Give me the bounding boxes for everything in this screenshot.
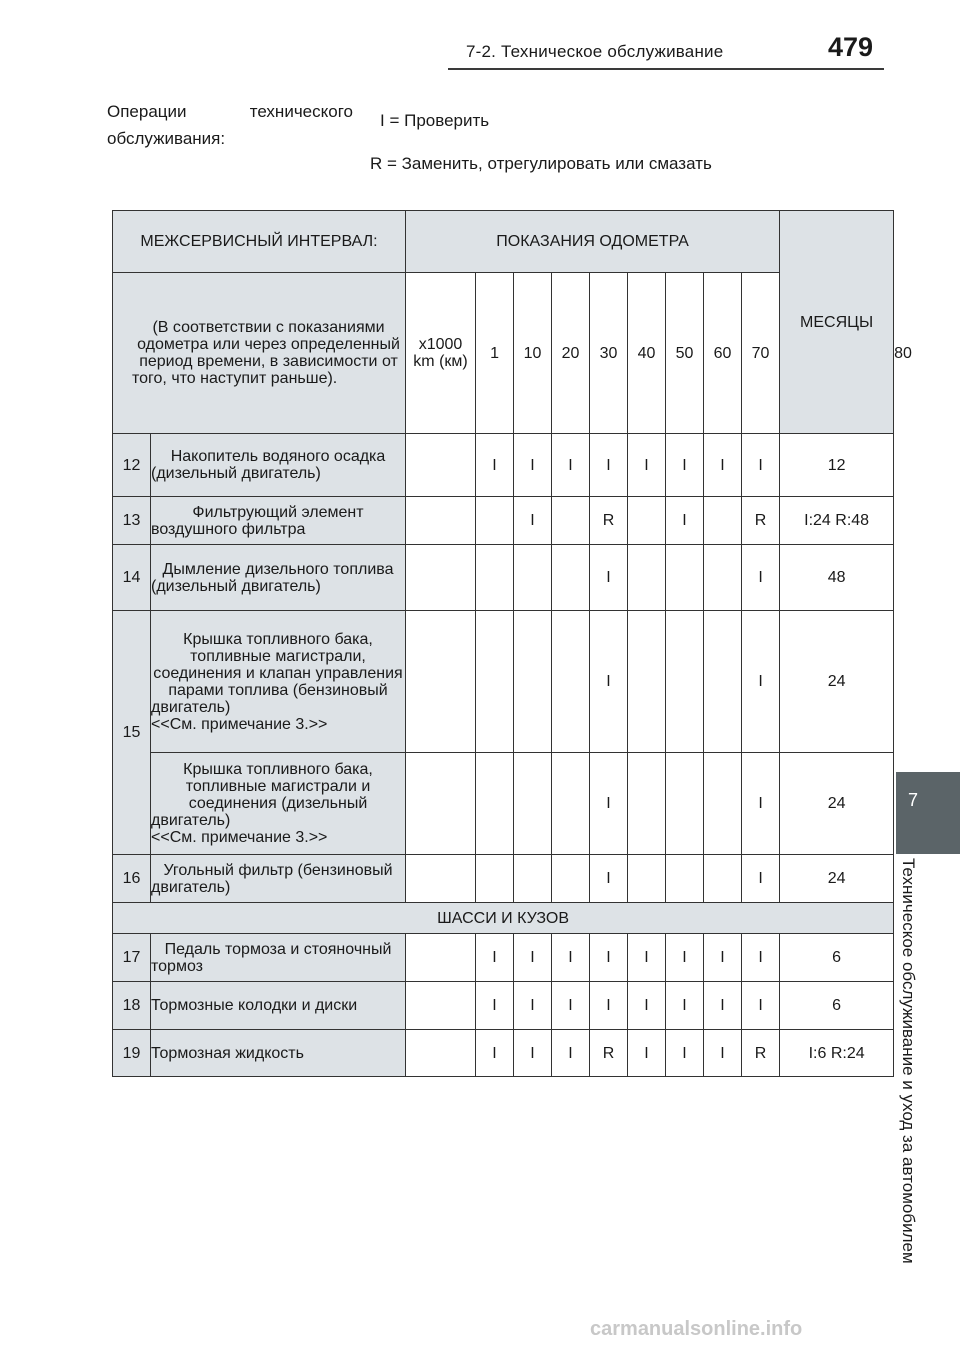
- row-number: 18: [113, 982, 151, 1030]
- value-cell: [552, 753, 590, 855]
- months-cell: 24: [780, 753, 894, 855]
- value-cell: [406, 934, 476, 982]
- odo-70: 70: [742, 273, 780, 434]
- table-row: [113, 497, 894, 545]
- value-cell: I: [590, 934, 628, 982]
- row-number: 16: [113, 855, 151, 903]
- value-cell: [552, 611, 590, 753]
- legend-replace: R = Заменить, отрегулировать или смазать: [370, 154, 712, 173]
- row-number: 12: [113, 434, 151, 497]
- months-cell: 48: [780, 545, 894, 611]
- value-cell: I: [552, 434, 590, 497]
- row-label-text: Крышка топливного бака, топливные магистрали и соединения (дизельный двигатель): [151, 761, 373, 829]
- row-label: [151, 611, 406, 753]
- table-row: [113, 1030, 894, 1077]
- value-cell: I: [628, 982, 666, 1030]
- odo-50: 50: [666, 273, 704, 434]
- value-cell: [704, 855, 742, 903]
- value-cell: I: [590, 545, 628, 611]
- value-cell: I: [704, 934, 742, 982]
- table-row: [113, 855, 894, 903]
- value-cell: I: [590, 611, 628, 753]
- months-cell: I:6 R:24: [780, 1030, 894, 1077]
- row-number: 14: [113, 545, 151, 611]
- value-cell: I: [666, 982, 704, 1030]
- value-cell: I: [628, 934, 666, 982]
- value-cell: [514, 545, 552, 611]
- months-label: МЕСЯЦЫ: [780, 211, 894, 434]
- value-cell: [406, 1030, 476, 1077]
- value-cell: R: [742, 1030, 780, 1077]
- months-cell: 6: [780, 934, 894, 982]
- months-cell: 12: [780, 434, 894, 497]
- row-label-text: Крышка топливного бака, топливные магистрали, соединения и клапан управления парами топлива (бензиновый двигатель): [151, 630, 403, 716]
- table-row: [113, 545, 894, 611]
- value-cell: I: [476, 434, 514, 497]
- value-cell: [628, 545, 666, 611]
- value-cell: I: [666, 1030, 704, 1077]
- chassis-row: [113, 903, 894, 934]
- value-cell: I: [742, 434, 780, 497]
- value-cell: R: [590, 1030, 628, 1077]
- value-cell: I: [742, 753, 780, 855]
- value-cell: I: [552, 982, 590, 1030]
- chapter-title-vertical: [890, 858, 930, 1288]
- chassis-label: ШАССИ И КУЗОВ: [113, 903, 894, 934]
- row-note: <<См. примечание 3.>>: [151, 715, 328, 733]
- value-cell: [406, 982, 476, 1030]
- value-cell: I: [514, 982, 552, 1030]
- value-cell: [552, 855, 590, 903]
- value-cell: I: [552, 934, 590, 982]
- row-number: 19: [113, 1030, 151, 1077]
- value-cell: [514, 855, 552, 903]
- table-row: [113, 934, 894, 982]
- chapter-number: 7: [908, 790, 919, 810]
- odo-40: 40: [628, 273, 666, 434]
- value-cell: [666, 855, 704, 903]
- table-row: [113, 982, 894, 1030]
- value-cell: I: [552, 1030, 590, 1077]
- value-cell: [628, 611, 666, 753]
- value-cell: R: [742, 497, 780, 545]
- value-cell: [514, 611, 552, 753]
- value-cell: [552, 545, 590, 611]
- ops-label: Операции технического обслуживания:: [107, 102, 353, 148]
- header-divider: [448, 68, 884, 70]
- odo-1: 1: [476, 273, 514, 434]
- row-label: Фильтрующий элемент воздушного фильтра: [151, 497, 406, 545]
- value-cell: [406, 753, 476, 855]
- value-cell: I: [742, 982, 780, 1030]
- value-cell: I: [476, 934, 514, 982]
- value-cell: [704, 497, 742, 545]
- value-cell: I: [590, 434, 628, 497]
- value-cell: I: [628, 1030, 666, 1077]
- value-cell: I: [514, 497, 552, 545]
- value-cell: I: [514, 434, 552, 497]
- value-cell: I: [742, 934, 780, 982]
- value-cell: [628, 497, 666, 545]
- months-cell: 24: [780, 855, 894, 903]
- table-row: [113, 434, 894, 497]
- odo-20: 20: [552, 273, 590, 434]
- row-label: Тормозные колодки и диски: [151, 982, 406, 1030]
- value-cell: I: [590, 982, 628, 1030]
- odo-10: 10: [514, 273, 552, 434]
- value-cell: I: [514, 1030, 552, 1077]
- value-cell: [628, 753, 666, 855]
- unit-label: x1000 km (км): [406, 273, 476, 434]
- chapter-tab: [896, 772, 960, 854]
- months-cell: 6: [780, 982, 894, 1030]
- value-cell: I: [742, 545, 780, 611]
- subheader-row: (В соответствии с показаниями одометра или через определенный период времени, в зависимости от того, что наступит раньше). x1000 km (км) 1 10 20 30 40 50 60 70 80: [113, 273, 894, 434]
- value-cell: [666, 753, 704, 855]
- value-cell: [406, 497, 476, 545]
- page-number: 479: [828, 32, 874, 62]
- row-label: Дымление дизельного топлива (дизельный двигатель): [151, 545, 406, 611]
- value-cell: I: [666, 434, 704, 497]
- value-cell: [476, 497, 514, 545]
- value-cell: I: [742, 855, 780, 903]
- interval-note: (В соответствии с показаниями одометра или через определенный период времени, в зависимости от того, что наступит раньше).: [113, 273, 406, 434]
- value-cell: [476, 753, 514, 855]
- value-cell: [406, 434, 476, 497]
- row-note: <<См. примечание 3.>>: [151, 829, 328, 846]
- value-cell: [666, 545, 704, 611]
- value-cell: I: [666, 934, 704, 982]
- value-cell: [552, 497, 590, 545]
- value-cell: [704, 753, 742, 855]
- table-row: [113, 611, 894, 753]
- value-cell: I: [704, 1030, 742, 1077]
- row-label: Педаль тормоза и стояночный тормоз: [151, 934, 406, 982]
- value-cell: [406, 855, 476, 903]
- section-title: 7-2. Техническое обслуживание: [466, 42, 724, 61]
- row-label: [151, 753, 406, 855]
- value-cell: [628, 855, 666, 903]
- row-number: 17: [113, 934, 151, 982]
- months-cell: 24: [780, 611, 894, 753]
- value-cell: I: [590, 855, 628, 903]
- value-cell: R: [590, 497, 628, 545]
- value-cell: [406, 545, 476, 611]
- value-cell: I: [628, 434, 666, 497]
- watermark: carmanualsonline.info: [590, 1318, 803, 1340]
- table-row: [113, 753, 894, 855]
- value-cell: I: [590, 753, 628, 855]
- chapter-title: Техническое обслуживание и уход за автомобилем: [899, 858, 918, 1264]
- value-cell: [476, 855, 514, 903]
- header-row: [113, 211, 894, 273]
- value-cell: I: [514, 934, 552, 982]
- row-label: Тормозная жидкость: [151, 1030, 406, 1077]
- value-cell: [704, 545, 742, 611]
- value-cell: [476, 545, 514, 611]
- value-cell: [666, 611, 704, 753]
- row-number: 13: [113, 497, 151, 545]
- legend-inspect: I = Проверить: [380, 111, 490, 130]
- value-cell: [476, 611, 514, 753]
- value-cell: I: [704, 434, 742, 497]
- interval-label: МЕЖСЕРВИСНЫЙ ИНТЕРВАЛ:: [113, 211, 406, 273]
- months-cell: I:24 R:48: [780, 497, 894, 545]
- value-cell: I: [666, 497, 704, 545]
- odo-30: 30: [590, 273, 628, 434]
- value-cell: I: [742, 611, 780, 753]
- value-cell: I: [704, 982, 742, 1030]
- row-label: Угольный фильтр (бензиновый двигатель): [151, 855, 406, 903]
- maintenance-table: [112, 210, 912, 1077]
- value-cell: [514, 753, 552, 855]
- row-label: Накопитель водяного осадка (дизельный двигатель): [151, 434, 406, 497]
- odo-60: 60: [704, 273, 742, 434]
- value-cell: I: [476, 1030, 514, 1077]
- value-cell: [704, 611, 742, 753]
- row-number: 15: [113, 611, 151, 855]
- value-cell: [406, 611, 476, 753]
- odometer-label: ПОКАЗАНИЯ ОДОМЕТРА: [406, 211, 780, 273]
- value-cell: I: [476, 982, 514, 1030]
